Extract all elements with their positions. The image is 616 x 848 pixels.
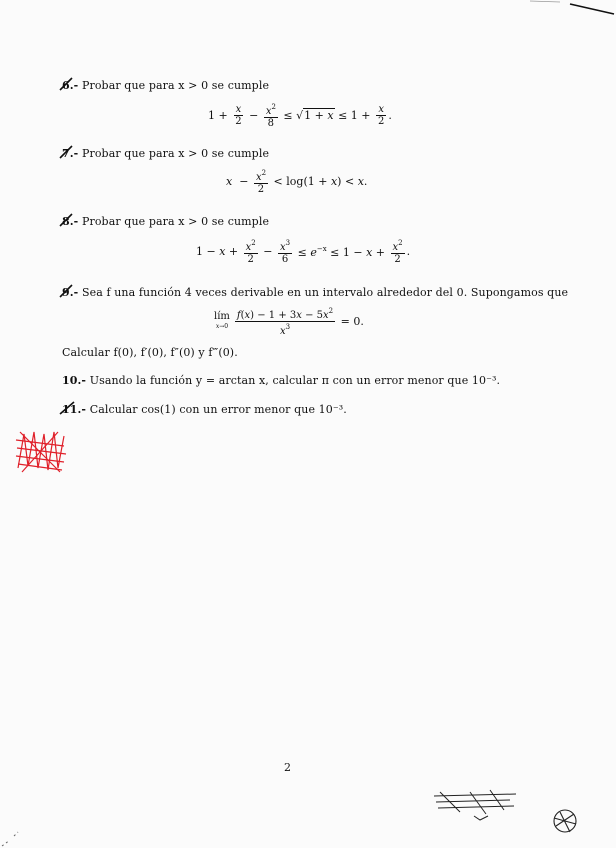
problem-text: Sea f una función 4 veces derivable en un intervalo alrededor del 0. Supongamos que <box>81 286 569 299</box>
seal-mark <box>548 806 582 836</box>
problem-text: Probar que para x > 0 se cumple <box>81 215 270 228</box>
problem-number: 7.- <box>62 147 79 160</box>
problem-number: 10.- <box>62 374 87 387</box>
problem-number: 6.- <box>62 79 79 92</box>
problem-text: Calcular cos(1) con un error menor que 10⁻³. <box>89 403 347 416</box>
equation-9: lím x→0 $\frac{f(x) - 1 + 3x - 5x^2}{x^3}$ = 0. <box>214 307 364 337</box>
problem-text: Probar que para x > 0 se cumple <box>81 79 270 92</box>
corner-dots-mark <box>0 820 40 848</box>
problem-text: Usando la función y = arctan x, calcular π con un error menor que 10⁻³. <box>89 374 501 387</box>
checkmark-icon <box>58 212 74 228</box>
red-scribble-mark <box>14 428 68 476</box>
equation-8: 1 − x + $\frac{x^2}{2}$ − $\frac{x^3}{6}$ ≤ $e^{-x} \le 1 - x$ + $\frac{x^2}{2}$ . <box>196 239 411 265</box>
problem-9 <box>62 286 568 299</box>
problem-number: 9.- <box>62 286 79 299</box>
problem-9-followup: Calcular f(0), f′(0), f″(0) y f‴(0). <box>62 346 238 359</box>
problem-8 <box>62 215 269 228</box>
problem-6 <box>62 79 269 92</box>
problem-number: 8.- <box>62 215 79 228</box>
page-number: 2 <box>284 761 291 774</box>
checkmark-icon <box>58 144 74 160</box>
corner-stroke-mark <box>530 0 616 20</box>
checkmark-icon <box>58 76 74 92</box>
problem-number: 11.- <box>62 403 87 416</box>
problem-7 <box>62 147 269 160</box>
equation-6: 1 + $\frac{x}{2}$ − $\frac{x^2}{8}$ ≤ √1 + x ≤ 1 + $\frac{x}{2}$ . <box>208 103 392 129</box>
problem-11 <box>62 403 347 416</box>
checkmark-icon <box>58 400 76 416</box>
checkmark-icon <box>58 283 74 299</box>
problem-10 <box>62 374 500 387</box>
problem-text: Probar que para x > 0 se cumple <box>81 147 270 160</box>
stamp-scribble-mark <box>430 786 520 822</box>
equation-7: x − $\frac{x^2}{2}$ < log(1 + x) < x. <box>226 169 368 195</box>
